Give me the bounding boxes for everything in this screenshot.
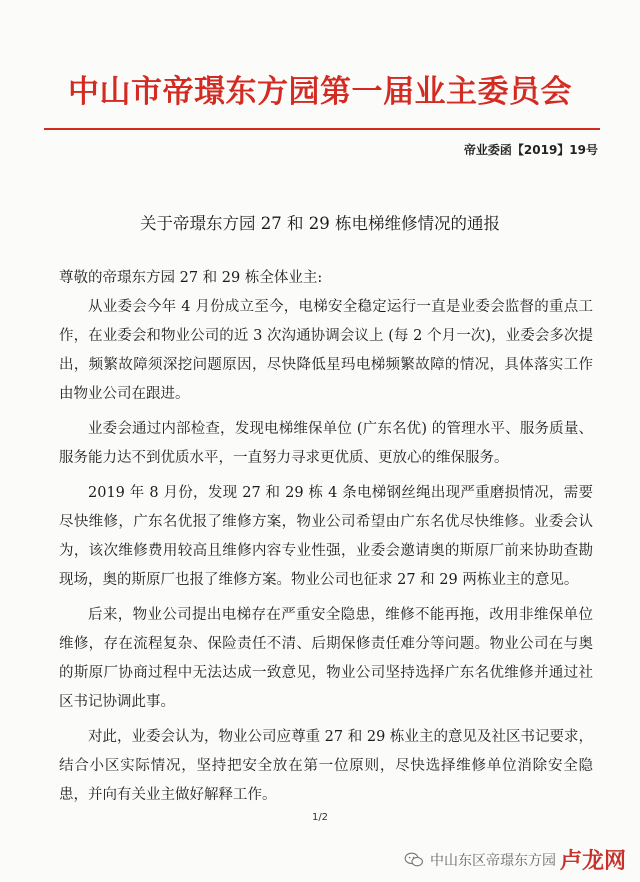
watermark bbox=[404, 844, 626, 875]
salutation: 尊敬的帝璟东方园 27 和 29 栋全体业主: bbox=[59, 270, 323, 286]
document-number: 帝业委函【2019】19号 bbox=[463, 143, 598, 157]
header-divider bbox=[44, 128, 600, 130]
org-title: 中山市帝璟东方园第一届业主委员会 bbox=[68, 74, 572, 110]
paragraph: 后来，物业公司提出电梯存在严重安全隐患，维修不能再拖，改用非维保单位维修，存在流程复杂、保险责任不清、后期保修责任难分等问题。物业公司在与奥的斯原厂协商过程中无法达成一致意见，物业公司坚持选择广东名优维修并通过社区书记协调此事。 bbox=[59, 607, 593, 710]
paragraph: 2019 年 8 月份，发现 27 和 29 栋 4 条电梯钢丝绳出现严重磨损情况，需要尽快维修，广东名优报了维修方案，物业公司希望由广东名优尽快维修。业委会认为，该次维修费用较高且维修内容专业性强，业委会邀请奥的斯原厂前来协助查勘现场，奥的斯原厂也报了维修方案。物业公司也征求 27 和 29 两栋业主的意见。 bbox=[59, 485, 593, 588]
paragraph: 业委会通过内部检查，发现电梯维保单位 (广东名优) 的管理水平、服务质量、服务能力达不到优质水平，一直努力寻求更优质、更放心的维保服务。 bbox=[59, 421, 593, 466]
paragraph: 对此，业委会认为，物业公司应尊重 27 和 29 栋业主的意见及社区书记要求，结合小区实际情况，坚持把安全放在第一位原则，尽快选择维修单位消除安全隐患，并向有关业主做好解释工作。 bbox=[59, 729, 593, 803]
wechat-icon bbox=[404, 852, 424, 868]
page-indicator: 1/2 bbox=[311, 812, 329, 823]
notice-body bbox=[59, 264, 593, 816]
watermark-text: 中山东区帝璟东方园 bbox=[429, 852, 556, 869]
paragraph: 从业委会今年 4 月份成立至今，电梯安全稳定运行一直是业委会监督的重点工作，在业委会和物业公司的近 3 次沟通协调会议上 (每 2 个月一次)，业委会多次提出，频繁故障须深挖问题原因，尽快降低星玛电梯频繁故障的情况，具体落实工作由物业公司在跟进。 bbox=[59, 299, 593, 402]
watermark-brand: 卢龙网 bbox=[559, 849, 626, 874]
notice-title: 关于帝璟东方园 27 和 29 栋电梯维修情况的通报 bbox=[140, 214, 500, 233]
